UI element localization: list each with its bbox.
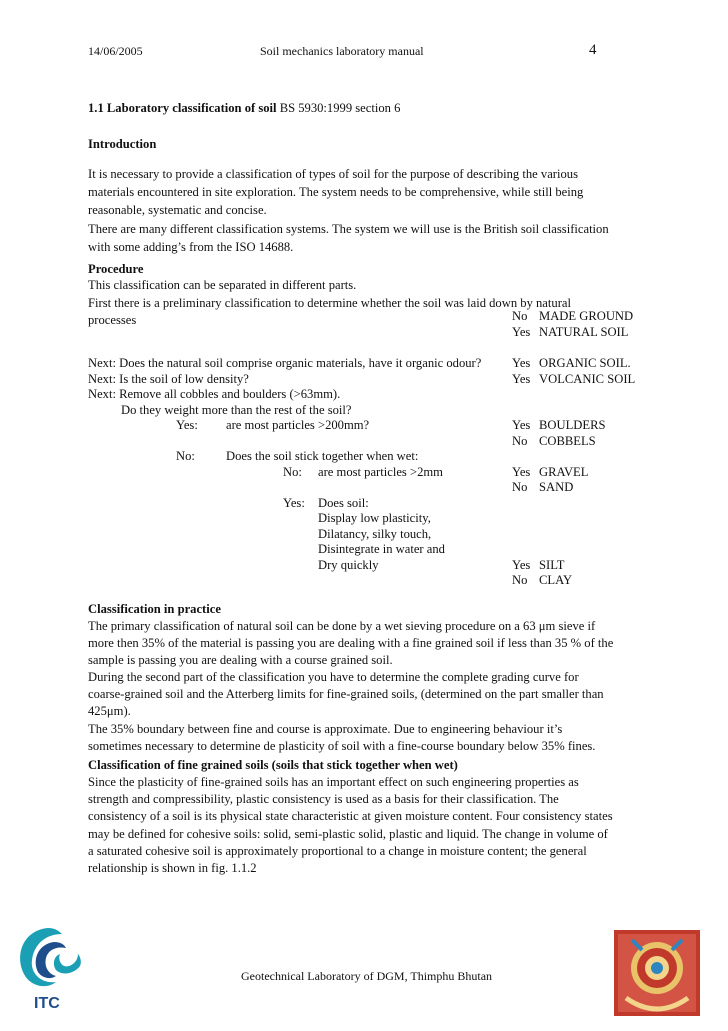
boulders-result: BOULDERS (539, 418, 606, 432)
itc-logo-text: ITC (34, 995, 60, 1012)
clay-answer: No (512, 573, 528, 587)
question-organic: Next: Does the natural soil comprise organic materials, have it organic odour? (88, 356, 482, 370)
paragraph-line: The primary classification of natural soil can be done by a wet sieving procedure on a 63 μm sieve if (88, 619, 596, 633)
introduction-body (88, 165, 663, 256)
boulders-answer: Yes (512, 418, 531, 432)
question-weight: Do they weight more than the rest of the soil? (121, 403, 352, 417)
criterion-line: Dry quickly (318, 558, 379, 572)
cobbles-answer: No (512, 434, 528, 448)
paragraph-line: Since the plasticity of fine-grained soils has an important effect on such engineering properties as (88, 775, 579, 789)
paragraph-line: processes (88, 313, 137, 327)
branch-no-label: No: (283, 465, 302, 479)
introduction-heading: Introduction (88, 137, 157, 151)
paragraph-line: 425μm). (88, 704, 131, 719)
paragraph-line: During the second part of the classification you have to determine the complete grading curve for (88, 670, 579, 685)
fine-soils-body (88, 774, 663, 877)
paragraph-line: There are many different classification systems. The system we will use is the British soil classification (88, 221, 609, 236)
made-ground-result: MADE GROUND (539, 309, 634, 323)
criterion-line: Dilatancy, silky touch, (318, 527, 432, 541)
paragraph-line: It is necessary to provide a classification of types of soil for the purpose of describing the various (88, 167, 578, 181)
section-title-standard: BS 5930:1999 section 6 (276, 101, 401, 115)
organic-result: ORGANIC SOIL. (539, 356, 631, 370)
criterion-line: Disintegrate in water and (318, 542, 445, 556)
paragraph-line: sometimes necessary to determine de plasticity of soil with a fine-course boundary below 35% fines. (88, 738, 596, 753)
cobbles-result: COBBELS (539, 434, 596, 448)
paragraph-line: relationship is shown in fig. 1.1.2 (88, 861, 257, 876)
branch-no-label: No: (176, 449, 195, 463)
paragraph-line: First there is a preliminary classification to determine whether the soil was laid down by natural (88, 295, 571, 310)
dgm-emblem (612, 928, 702, 1018)
silt-answer: Yes (512, 558, 531, 572)
question-200mm: are most particles >200mm? (226, 418, 370, 432)
page-number: 4 (589, 42, 597, 58)
paragraph-line: may be defined for cohesive soils: solid, semi-plastic solid, plastic and liquid. The change in volume of (88, 826, 608, 841)
paragraph-line: reasonable, systematic and concise. (88, 203, 267, 218)
paragraph-line: The 35% boundary between fine and course is approximate. Due to engineering behaviour it’s (88, 721, 563, 736)
practice-heading: Classification in practice (88, 602, 221, 616)
header-title: Soil mechanics laboratory manual (260, 44, 424, 58)
fine-soils-heading: Classification of fine grained soils (soils that stick together when wet) (88, 758, 458, 772)
question-density: Next: Is the soil of low density? (88, 372, 249, 386)
header-date: 14/06/2005 (88, 44, 143, 58)
criterion-line: Display low plasticity, (318, 511, 431, 525)
paragraph-line: coarse-grained soil and the Atterberg limits for fine-grained soils, (determined on the part smaller than (88, 687, 604, 702)
organic-answer: Yes (512, 356, 531, 370)
paragraph-line: This classification can be separated in different parts. (88, 278, 357, 292)
section-title (88, 101, 400, 116)
branch-yes-label: Yes: (176, 418, 198, 432)
paragraph-line: strength and compressibility, plastic consistency is used as a basis for their classification. The (88, 792, 559, 807)
branch-yes-label: Yes: (283, 496, 305, 510)
paragraph-line: sample is passing you are dealing with a course grained soil. (88, 653, 393, 668)
procedure-heading: Procedure (88, 262, 144, 276)
question-stick: Does the soil stick together when wet: (226, 449, 419, 463)
practice-body (88, 618, 663, 755)
dgm-emblem-icon (612, 928, 702, 1018)
footer-text: Geotechnical Laboratory of DGM, Thimphu Bhutan (241, 969, 493, 983)
gravel-result: GRAVEL (539, 465, 589, 479)
itc-logo-icon (8, 920, 92, 1012)
does-soil-label: Does soil: (318, 496, 369, 510)
natural-soil-answer: Yes (512, 325, 531, 339)
paragraph-line: more then 35% of the material is passing you are dealing with a fine grained soil if less than 35 % of the (88, 636, 614, 651)
section-title-bold: 1.1 Laboratory classification of soil (88, 101, 277, 115)
sand-answer: No (512, 480, 528, 494)
paragraph-line: consistency of a soil is its physical state characteristic at given moisture content. Four consistency states (88, 809, 613, 824)
paragraph-line: a saturated cohesive soil is approximately proportional to a change in moisture content; the general (88, 843, 587, 858)
volcanic-result: VOLCANIC SOIL (539, 372, 636, 386)
question-2mm: are most particles >2mm (318, 465, 443, 479)
sand-result: SAND (539, 480, 574, 494)
question-cobbles: Next: Remove all cobbles and boulders (>63mm). (88, 387, 341, 401)
gravel-answer: Yes (512, 465, 531, 479)
paragraph-line: materials encountered in site exploration. The system needs to be comprehensive, while still being (88, 185, 584, 200)
volcanic-answer: Yes (512, 372, 531, 386)
natural-soil-result: NATURAL SOIL (539, 325, 629, 339)
paragraph-line: with some adding’s from the ISO 14688. (88, 239, 294, 254)
itc-logo (8, 920, 92, 1012)
made-ground-answer: No (512, 309, 528, 323)
silt-result: SILT (539, 558, 565, 572)
clay-result: CLAY (539, 573, 573, 587)
